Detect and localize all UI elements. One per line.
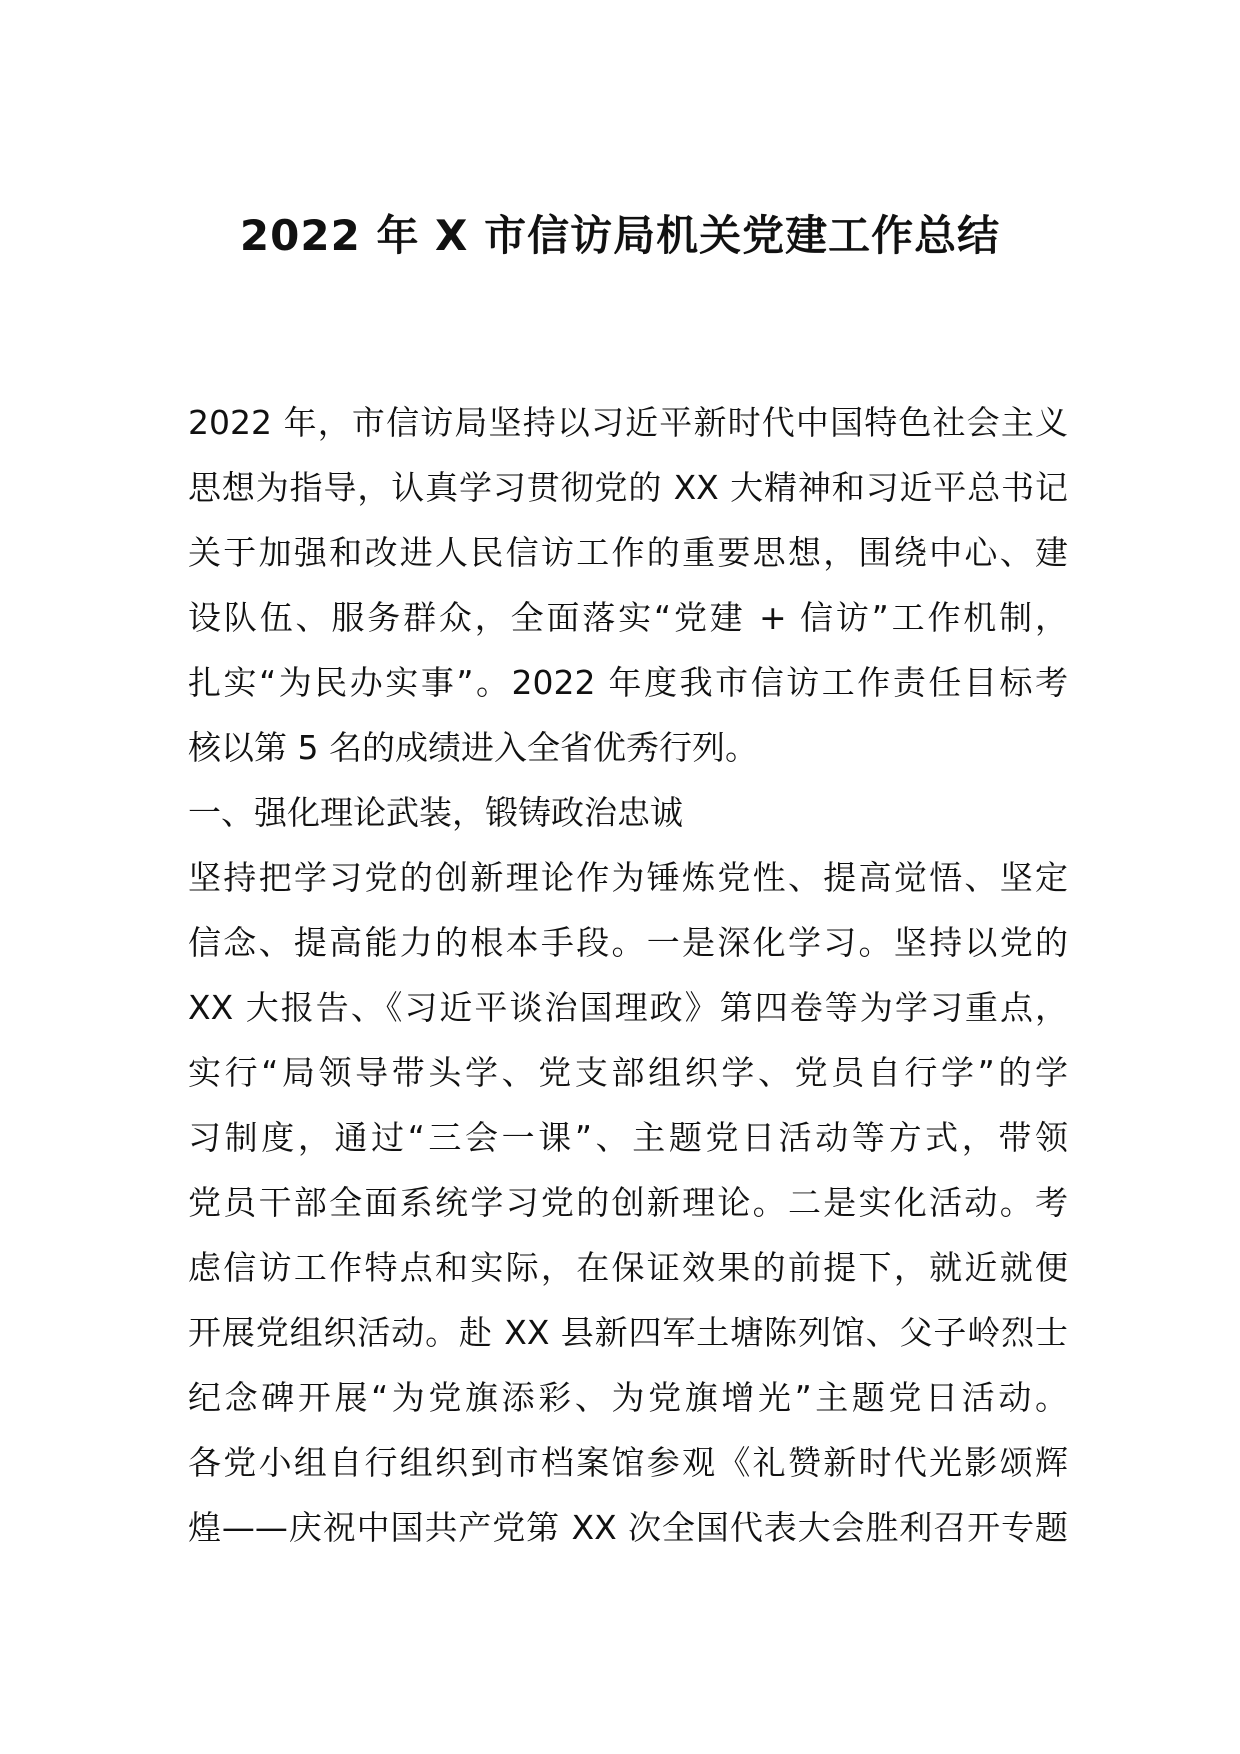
paragraph-line: 开展党组织活动。赴 XX 县新四军土塘陈列馆、父子岭烈士 bbox=[188, 1313, 1068, 1352]
section-heading: 一、强化理论武装，锻铸政治忠诚 bbox=[188, 793, 683, 832]
paragraph-line: 党员干部全面系统学习党的创新理论。二是实化活动。考 bbox=[188, 1183, 1068, 1222]
paragraph-line: 扎实“为民办实事”。2022 年度我市信访工作责任目标考 bbox=[188, 663, 1068, 702]
document-body bbox=[188, 390, 1068, 1560]
paragraph-line: 坚持把学习党的创新理论作为锤炼党性、提高觉悟、坚定 bbox=[188, 858, 1068, 897]
paragraph-line: 各党小组自行组织到市档案馆参观《礼赞新时代光影颂辉 bbox=[188, 1443, 1068, 1482]
paragraph-line: 思想为指导，认真学习贯彻党的 XX 大精神和习近平总书记 bbox=[188, 468, 1068, 507]
paragraph-line: 虑信访工作特点和实际，在保证效果的前提下，就近就便 bbox=[188, 1248, 1068, 1287]
paragraph-line: 设队伍、服务群众，全面落实“党建 + 信访”工作机制， bbox=[188, 598, 1068, 637]
paragraph-line: 核以第 5 名的成绩进入全省优秀行列。 bbox=[188, 728, 758, 767]
paragraph-line: 纪念碑开展“为党旗添彩、为党旗增光”主题党日活动。 bbox=[188, 1378, 1068, 1417]
paragraph-line: 关于加强和改进人民信访工作的重要思想，围绕中心、建 bbox=[188, 533, 1068, 572]
paragraph-line: 实行“局领导带头学、党支部组织学、党员自行学”的学 bbox=[188, 1053, 1068, 1092]
paragraph-line: 煌——庆祝中国共产党第 XX 次全国代表大会胜利召开专题 bbox=[188, 1508, 1068, 1547]
paragraph-line: 习制度，通过“三会一课”、主题党日活动等方式，带领 bbox=[188, 1118, 1068, 1157]
paragraph-line: 信念、提高能力的根本手段。一是深化学习。坚持以党的 bbox=[188, 923, 1068, 962]
document-title: 2022 年 X 市信访局机关党建工作总结 bbox=[239, 211, 1001, 260]
paragraph-line: XX 大报告、《习近平谈治国理政》第四卷等为学习重点， bbox=[188, 988, 1068, 1027]
paragraph-line: 2022 年，市信访局坚持以习近平新时代中国特色社会主义 bbox=[188, 403, 1068, 442]
